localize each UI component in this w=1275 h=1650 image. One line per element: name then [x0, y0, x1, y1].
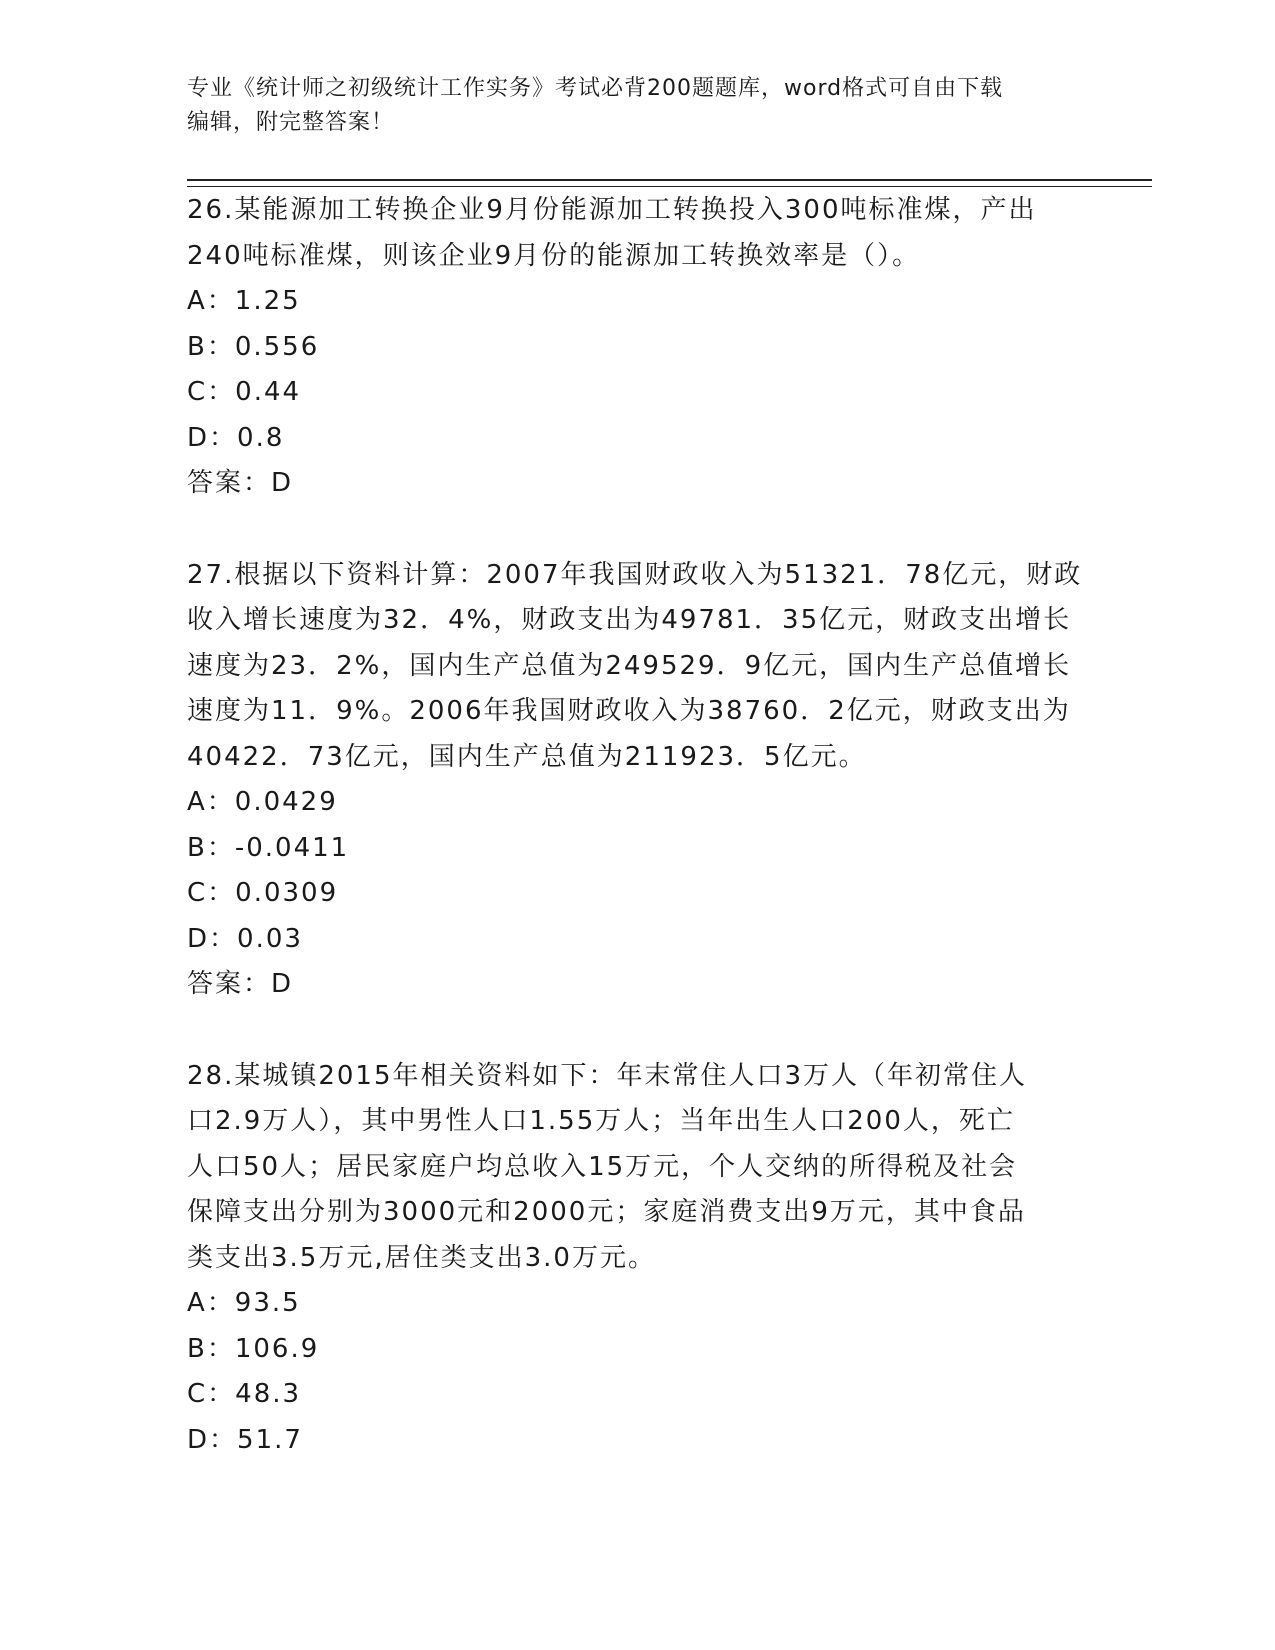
header-line-1: 专业《统计师之初级统计工作实务》考试必背200题题库，word格式可自由下载 — [187, 76, 1004, 101]
option-c: C：0.44 — [187, 377, 302, 407]
question-text-line: 保障支出分别为3000元和2000元；家庭消费支出9万元，其中食品 — [187, 1197, 1026, 1227]
question-text-line: 28.某城镇2015年相关资料如下：年末常住人口3万人（年初常住人 — [187, 1060, 1028, 1091]
question-text-line: 240吨标准煤，则该企业9月份的能源加工转换效率是（）。 — [187, 240, 921, 271]
option-b: B：0.556 — [187, 331, 320, 362]
question-28 — [187, 1054, 1087, 1464]
question-text-line: 速度为23．2%，国内生产总值为249529．9亿元，国内生产总值增长 — [187, 650, 1072, 681]
document-header — [187, 72, 1067, 140]
question-27 — [187, 553, 1087, 1008]
question-text-line: 速度为11．9%。2006年我国财政收入为38760．2亿元，财政支出为 — [187, 696, 1071, 726]
option-a: A：93.5 — [187, 1288, 301, 1318]
question-text-line: 人口50人；居民家庭户均总收入15万元，个人交纳的所得税及社会 — [187, 1151, 1018, 1182]
spacer — [187, 1008, 1087, 1054]
option-b: B：106.9 — [187, 1333, 320, 1364]
header-divider-thick — [187, 179, 1152, 181]
question-text-line: 27.根据以下资料计算：2007年我国财政收入为51321．78亿元，财政 — [187, 559, 1083, 590]
option-a: A：0.0429 — [187, 787, 338, 817]
question-text-line: 26.某能源加工转换企业9月份能源加工转换投入300吨标准煤，产出 — [187, 195, 1037, 225]
option-d: D：51.7 — [187, 1424, 303, 1455]
option-d: D：0.8 — [187, 422, 285, 453]
option-c: C：48.3 — [187, 1379, 302, 1409]
question-list — [187, 188, 1087, 1463]
question-text-line: 口2.9万人），其中男性人口1.55万人；当年出生人口200人，死亡 — [187, 1106, 1015, 1136]
header-divider-thin — [187, 186, 1152, 187]
answer-line: 答案：D — [187, 969, 294, 999]
question-text-line: 类支出3.5万元,居住类支出3.0万元。 — [187, 1242, 656, 1273]
question-text-line: 40422．73亿元，国内生产总值为211923．5亿元。 — [187, 741, 867, 772]
option-a: A：1.25 — [187, 286, 301, 316]
question-text-line: 收入增长速度为32．4%，财政支出为49781．35亿元，财政支出增长 — [187, 605, 1072, 635]
answer-line: 答案：D — [187, 468, 294, 498]
question-26 — [187, 188, 1087, 507]
option-b: B：-0.0411 — [187, 832, 350, 863]
spacer — [187, 507, 1087, 553]
header-line-2: 编辑，附完整答案！ — [187, 110, 395, 135]
option-d: D：0.03 — [187, 923, 303, 954]
option-c: C：0.0309 — [187, 878, 339, 908]
